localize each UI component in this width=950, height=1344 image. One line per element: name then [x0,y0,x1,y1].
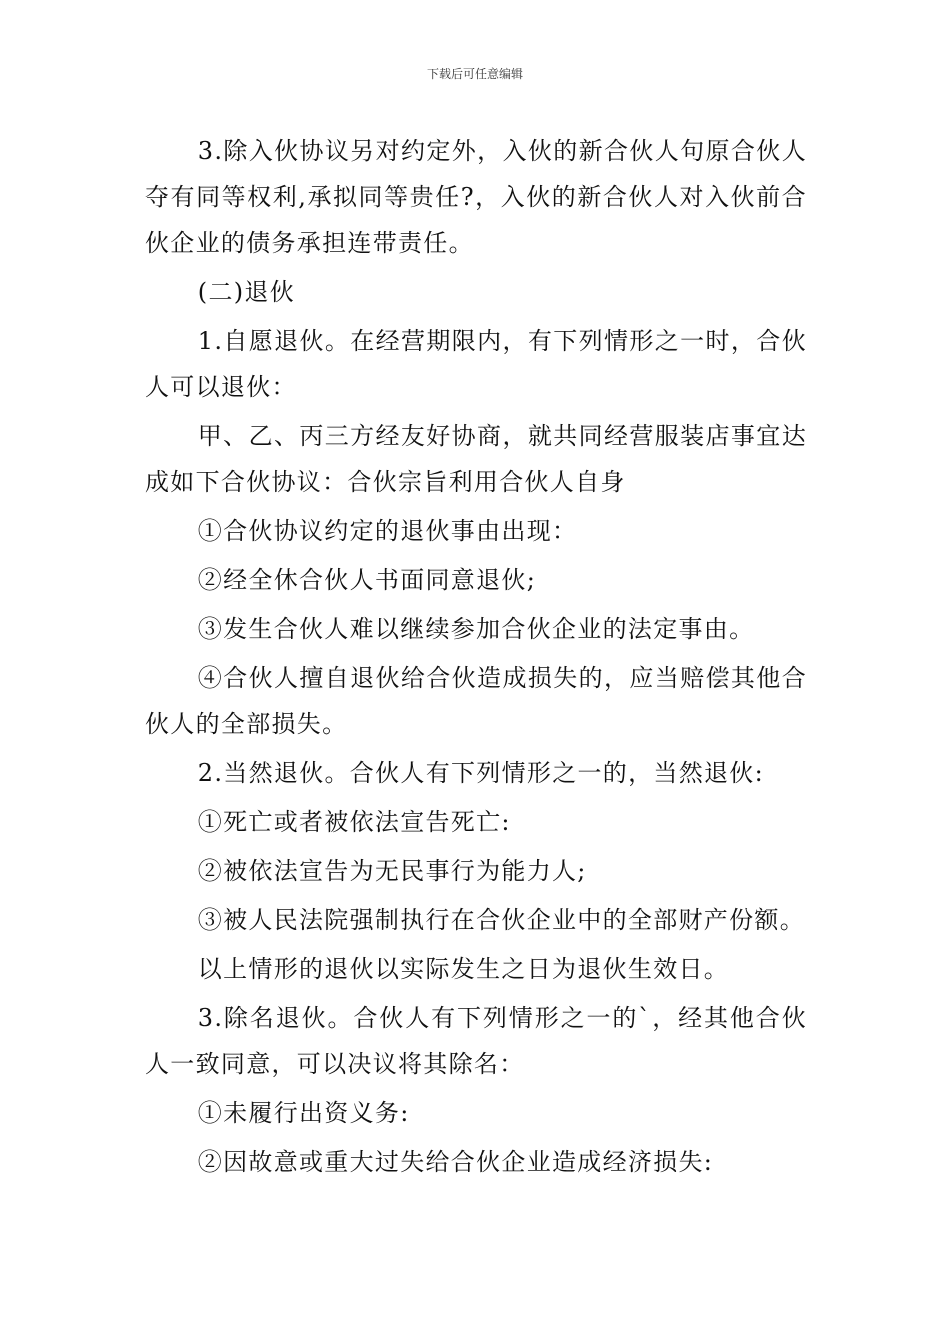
paragraph-automatic-withdrawal: 2.当然退伙。合伙人有下列情形之一的，当然退伙: [197,759,764,787]
list-item: ②经全休合伙人书面同意退伙; [197,566,537,594]
list-item: ②被依法宣告为无民事行为能力人; [197,857,587,885]
paragraph-effective-date: 以上情形的退伙以实际发生之日为退伙生效日。 [197,955,730,983]
list-item: ①合伙协议约定的退伙事由出现： [197,517,578,545]
page-header: 下载后可任意编辑 [426,67,523,81]
list-item: ①死亡或者被依法宣告死亡: [197,808,511,836]
list-item: ③发生合伙人难以继续参加合伙企业的法定事由。 [197,615,755,643]
paragraph-voluntary-withdrawal: 1.自愿退伙。在经营期限内，有下列情形之一时，合伙人可以退伙： [145,327,807,401]
paragraph-expulsion: 3.除名退伙。合伙人有下列情形之一的`，经其他合伙人一致同意，可以决议将其除名： [145,1004,807,1078]
list-item: ②因故意或重大过失给合伙企业造成经济损失: [197,1148,714,1176]
paragraph-agreement-intro: 甲、乙、丙三方经友好协商，就共同经营服装店事宜达成如下合伙协议：合伙宗旨利用合伙人自身 [145,422,807,496]
paragraph-admission-rights: 3.除入伙协议另对约定外，入伙的新合伙人句原合伙人夺有同等权利,承拟同等贵任?，入伙的新合伙人对入伙前合伙企业的债务承担连带责任。 [145,137,807,257]
section-heading-withdrawal: (二)退伙 [197,278,296,306]
document-body [145,128,807,1188]
list-item: ③被人民法院强制执行在合伙企业中的全部财产份额。 [197,906,805,934]
list-item: ①未履行出资义务: [197,1099,410,1127]
list-item: ④合伙人擅自退伙给合伙造成损失的，应当赔偿其他合伙人的全部损失。 [145,664,807,738]
